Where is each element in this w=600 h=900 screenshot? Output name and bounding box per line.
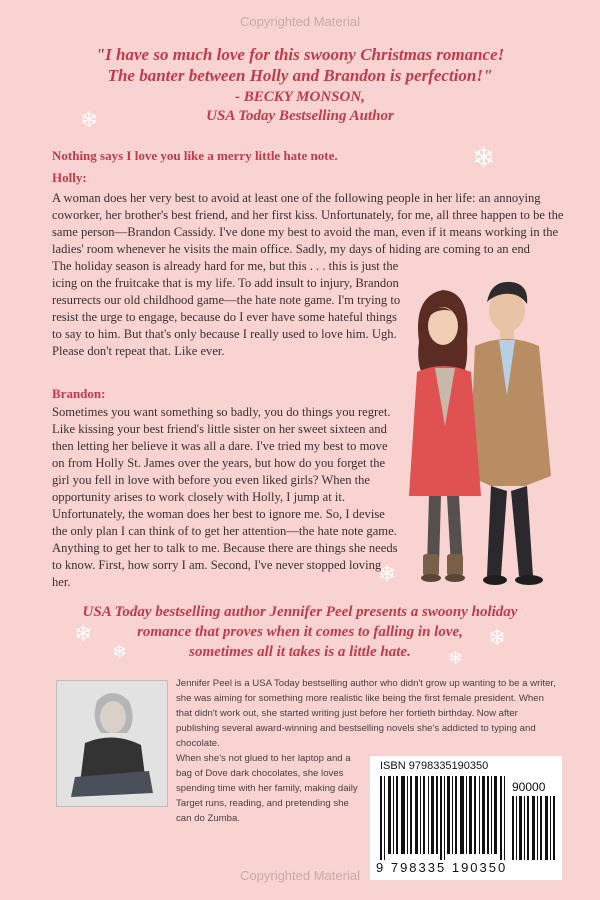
quote-line-2: The banter between Holly and Brandon is perfection!" — [107, 66, 493, 85]
barcode-bars — [380, 776, 508, 860]
quote-author-title: USA Today Bestselling Author — [206, 108, 394, 124]
author-pitch — [40, 602, 560, 662]
snowflake-icon: ❄ — [472, 141, 496, 174]
snowflake-icon: ❄ — [74, 622, 93, 647]
holly-paragraph-wide: A woman does her very best to avoid at least one of the following people in her life: an annoying coworker, her brother's best friend, and her first kiss. Unfortunately, for me, all three happen to be the same person—Brandon Cassidy. I've done my best to avoid the man, even if it means working in the ladies' room whenever he visits the main office. Sadly, my days of hiding are coming to an end — [52, 191, 564, 256]
author-bio-wide: Jennifer Peel is a USA Today bestselling author who didn't grow up wanting to be a writer, she was aiming for something more realistic like being the first female president. When that didn't work out, she started writing just before her fortieth birthday. Now after publishing several award-winning and bestselling novels she's addicted to typing and chocolate. — [176, 678, 556, 749]
couple-illustration — [395, 276, 570, 596]
snowflake-icon: ❄ — [488, 626, 507, 651]
watermark-bottom: Copyrighted Material — [240, 868, 360, 883]
snowflake-icon: ❄ — [448, 648, 464, 669]
isbn-label: ISBN 9798335190350 — [380, 760, 489, 772]
holly-heading: Holly: — [52, 170, 87, 185]
tagline: Nothing says I love you like a merry little hate note. — [52, 148, 338, 163]
price-barcode-bars — [512, 796, 556, 860]
pitch-line-2: romance that proves when it comes to falling in love, — [137, 624, 463, 640]
quote-author: - BECKY MONSON, — [235, 89, 365, 105]
ean-digits: 9 798335 190350 — [376, 860, 508, 875]
quote-line-1: "I have so much love for this swoony Christmas romance! — [95, 45, 505, 64]
pitch-line-1: USA Today bestselling author Jennifer Peel presents a swoony holiday — [82, 604, 518, 620]
author-photo — [56, 680, 168, 807]
brandon-paragraph: Sometimes you want something so badly, you do things you regret. Like kissing your best friend's little sister on her sweet sixteen and then letting her believe it was all a dare. I've tried my best to move on from Holly St. James over the years, but how do you forget the girl you fell in love with before you even liked girls? When the opportunity arises to work closely with Holly, I jump at it. Unfortunately, the woman does her best to ignore me. So, I devise the only plan I can think of to get her attention—the hate note game. Anything to get her to talk to me. Because there are things she needs to know. First, how sorry I am. Second, I've never stopped loving her. — [52, 405, 398, 589]
brandon-heading: Brandon: — [52, 386, 106, 401]
author-bio-narrow: When she's not glued to her laptop and a bag of Dove dark chocolates, she loves spending time with her family, making daily Target runs, reading, and pretending she can do Zumba. — [176, 753, 358, 824]
holly-paragraph-narrow: The holiday season is already hard for me, but this . . . this is just the icing on the fruitcake that is my life. To add insult to injury, Brandon resurrects our old childhood game—the hate note game. I'm trying to resist the urge to engage, because do I ever have some hateful things to say to him. But that's only because I really used to love him. Ugh. Please don't repeat that. Like ever. — [52, 259, 401, 358]
snowflake-icon: ❄ — [112, 642, 128, 663]
snowflake-icon: ❄ — [378, 562, 397, 587]
watermark-top: Copyrighted Material — [240, 14, 360, 29]
snowflake-icon: ❄ — [80, 108, 99, 133]
review-quote — [40, 44, 560, 126]
price-code: 90000 — [512, 780, 546, 794]
barcode — [370, 756, 562, 880]
pitch-line-3: sometimes all it takes is a little hate. — [189, 644, 411, 660]
